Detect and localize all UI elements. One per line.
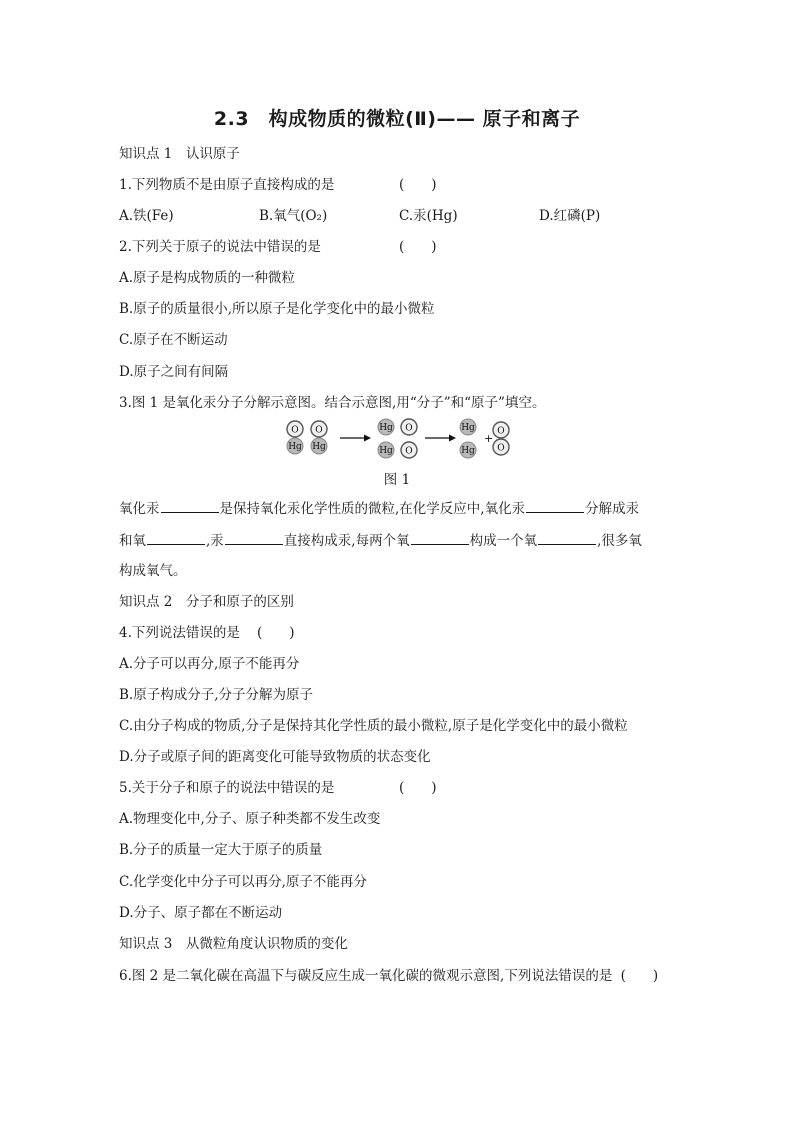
question-1-text: 1.下列物质不是由原子直接构成的是 — [119, 177, 335, 193]
oxygen-label: O — [315, 425, 323, 436]
mercury-oxide-decomposition-diagram — [283, 418, 523, 462]
answer-blank[interactable] — [225, 529, 283, 545]
mercury-label: Hg — [461, 423, 475, 433]
text-segment: ,汞 — [206, 533, 224, 549]
knowledge-point-2: 知识点 2 分子和原子的区别 — [119, 594, 294, 610]
text-segment: 和氧 — [119, 533, 146, 549]
option-c: C.汞(Hg) — [399, 208, 458, 224]
oxygen-label: O — [497, 426, 505, 437]
mercury-label: Hg — [461, 446, 475, 456]
option-a: A.铁(Fe) — [119, 208, 174, 224]
option-d: D.分子或原子间的距离变化可能导致物质的状态变化 — [119, 749, 431, 765]
question-6-stem — [119, 966, 679, 986]
mercury-label: Hg — [379, 423, 393, 433]
option-d: D.分子、原子都在不断运动 — [119, 905, 283, 921]
answer-paren: ( ) — [399, 239, 437, 255]
hgo-molecule-1 — [287, 421, 303, 454]
text-segment: 构成一个氧 — [469, 533, 538, 549]
fill-in-line-2 — [119, 529, 679, 551]
answer-paren: ( ) — [620, 968, 659, 984]
answer-blank[interactable] — [526, 497, 584, 513]
text-segment: 是保持氧化汞化学性质的微粒,在化学反应中,氧化汞 — [219, 501, 526, 517]
answer-paren: ( ) — [257, 625, 295, 641]
text-segment: 氧化汞 — [119, 501, 160, 517]
mercury-label: Hg — [288, 442, 302, 452]
option-b: B.原子的质量很小,所以原子是化学变化中的最小微粒 — [119, 301, 435, 317]
question-5-text: 5.关于分子和原子的说法中错误的是 — [119, 780, 335, 796]
answer-blank[interactable] — [411, 529, 469, 545]
option-d: D.红磷(P) — [539, 208, 601, 224]
option-a: A.原子是构成物质的一种微粒 — [119, 270, 296, 286]
fill-in-line-1 — [119, 497, 679, 519]
option-b: B.原子构成分子,分子分解为原子 — [119, 687, 314, 703]
question-2-text: 2.下列关于原子的说法中错误的是 — [119, 239, 321, 255]
option-c: C.原子在不断运动 — [119, 332, 228, 348]
separated-atoms — [378, 419, 417, 458]
option-c: C.化学变化中分子可以再分,原子不能再分 — [119, 874, 367, 890]
mercury-atoms-product — [460, 419, 476, 458]
hgo-molecule-2 — [311, 421, 327, 454]
answer-blank[interactable] — [161, 497, 219, 513]
answer-blank[interactable] — [538, 529, 596, 545]
option-a: A.分子可以再分,原子不能再分 — [119, 656, 300, 672]
option-b: B.分子的质量一定大于原子的质量 — [119, 842, 323, 858]
oxygen-label: O — [497, 443, 505, 454]
question-3-stem: 3.图 1 是氧化汞分子分解示意图。结合示意图,用“分子”和“原子”填空。 — [119, 395, 546, 411]
knowledge-point-3: 知识点 3 从微粒角度认识物质的变化 — [119, 936, 348, 952]
text-segment: ,很多氧 — [597, 533, 642, 549]
fill-in-line-3: 构成氧气。 — [119, 563, 187, 579]
reaction-arrow-2 — [425, 435, 456, 442]
question-5-stem — [119, 778, 679, 798]
option-a: A.物理变化中,分子、原子种类都不发生改变 — [119, 811, 381, 827]
question-6-text: 6.图 2 是二氧化碳在高温下与碳反应生成一氧化碳的微观示意图,下列说法错误的是 — [119, 968, 613, 984]
oxygen-label: O — [405, 446, 413, 457]
answer-paren: ( ) — [399, 780, 437, 796]
option-b: B.氧气(O₂) — [259, 208, 328, 224]
oxygen-molecule-product — [493, 422, 509, 455]
page-title: 2.3 构成物质的微粒(Ⅱ)—— 原子和离子 — [213, 108, 581, 130]
mercury-label: Hg — [312, 442, 326, 452]
plus-sign: + — [484, 432, 494, 445]
question-1-stem — [119, 175, 679, 195]
mercury-label: Hg — [379, 446, 393, 456]
knowledge-point-1: 知识点 1 认识原子 — [119, 146, 240, 162]
question-4-stem — [119, 623, 679, 643]
text-segment: 分解成汞 — [585, 501, 640, 517]
answer-paren: ( ) — [399, 177, 437, 193]
option-d: D.原子之间有间隔 — [119, 364, 229, 380]
figure-1-caption: 图 1 — [383, 472, 411, 488]
text-segment: 直接构成汞,每两个氧 — [283, 533, 410, 549]
oxygen-label: O — [405, 423, 413, 434]
reaction-arrow-1 — [340, 435, 371, 442]
oxygen-label: O — [291, 425, 299, 436]
question-2-stem — [119, 237, 679, 257]
question-4-text: 4.下列说法错误的是 — [119, 625, 240, 641]
option-c: C.由分子构成的物质,分子是保持其化学性质的最小微粒,原子是化学变化中的最小微粒 — [119, 718, 628, 734]
answer-blank[interactable] — [147, 529, 205, 545]
